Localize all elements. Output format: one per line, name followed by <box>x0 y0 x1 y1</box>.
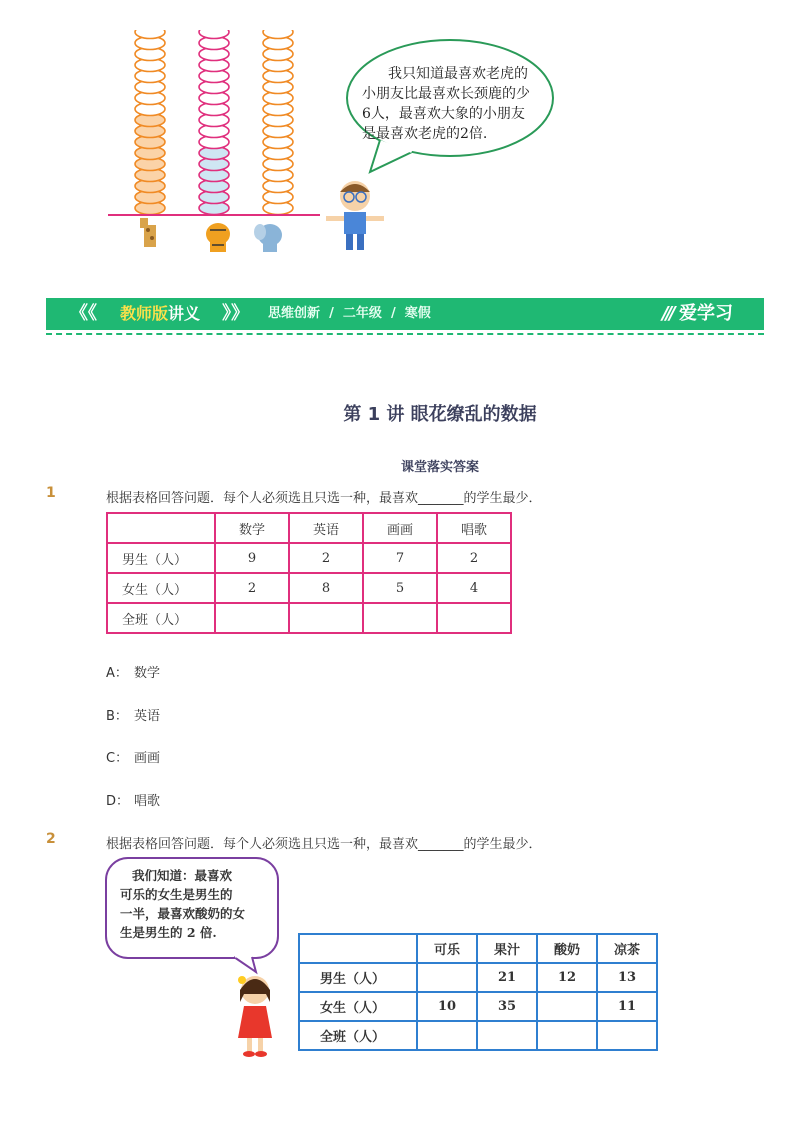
table-row <box>107 573 511 603</box>
question-text: 根据表格回答问题．每个人必须选且只选一种，最喜欢_______的学生最少． <box>106 837 542 852</box>
table-cell <box>537 1021 597 1050</box>
option-c[interactable]: C： 画画 <box>106 751 161 766</box>
ring <box>135 30 165 39</box>
table-row <box>299 1021 657 1050</box>
table-row <box>299 992 657 1021</box>
table-row <box>107 603 511 633</box>
table-cell: 可乐 <box>417 934 477 963</box>
table-cell: 数学 <box>215 513 289 543</box>
table-cell <box>215 603 289 633</box>
table-cell: 男生（人） <box>299 963 417 992</box>
section-subtitle: 课堂落实答案 <box>400 460 479 475</box>
table-cell: 全班（人） <box>299 1021 417 1050</box>
table-header-row <box>299 934 657 963</box>
question-text: 根据表格回答问题．每个人必须选且只选一种，最喜欢_______的学生最少． <box>106 491 542 506</box>
table-cell: 8 <box>289 573 363 603</box>
table-header-row <box>107 513 511 543</box>
table-cell: 2 <box>215 573 289 603</box>
table-cell: 21 <box>477 963 537 992</box>
question-number: 2 <box>46 831 56 847</box>
table-cell: 女生（人） <box>107 573 215 603</box>
table-cell: 11 <box>597 992 657 1021</box>
table-cell <box>417 963 477 992</box>
tiger-icon <box>206 223 230 252</box>
table-cell: 画画 <box>363 513 437 543</box>
giraffe-ring-stack <box>135 30 165 215</box>
table-cell: 酸奶 <box>537 934 597 963</box>
ring <box>199 30 229 39</box>
breadcrumb: 思维创新 / 二年级 / 寒假 <box>268 306 431 321</box>
table-cell <box>597 1021 657 1050</box>
table-cell: 全班（人） <box>107 603 215 633</box>
page-title: 第 1 讲 眼花缭乱的数据 <box>343 404 537 425</box>
table-cell <box>107 513 215 543</box>
ring <box>263 30 293 39</box>
giraffe-icon <box>140 218 156 247</box>
table-cell <box>289 603 363 633</box>
table-cell: 凉茶 <box>597 934 657 963</box>
table-cell: 35 <box>477 992 537 1021</box>
table-cell: 英语 <box>289 513 363 543</box>
table-cell: 唱歌 <box>437 513 511 543</box>
boy-figure <box>322 176 388 256</box>
header-left-chevrons: 《《 <box>70 303 97 324</box>
table-row <box>107 543 511 573</box>
table-cell: 9 <box>215 543 289 573</box>
table-row <box>299 963 657 992</box>
elephant-ring-stack <box>263 30 293 215</box>
q2-table <box>298 933 658 1051</box>
tiger-ring-stack <box>199 30 229 215</box>
header-tag: 教师版讲义 <box>120 304 201 323</box>
question-number: 1 <box>46 485 56 501</box>
brand-logo: /// 爱学习 <box>662 303 734 324</box>
elephant-icon <box>254 224 282 252</box>
table-cell <box>537 992 597 1021</box>
table-cell <box>299 934 417 963</box>
table-cell: 13 <box>597 963 657 992</box>
table-cell: 男生（人） <box>107 543 215 573</box>
table-cell: 10 <box>417 992 477 1021</box>
option-d[interactable]: D： 唱歌 <box>106 794 161 809</box>
table-cell <box>417 1021 477 1050</box>
table-cell: 7 <box>363 543 437 573</box>
ring-stacks-illustration <box>100 30 340 260</box>
table-cell <box>363 603 437 633</box>
girl-speech-text: 我们知道：最喜欢 可乐的女生是男生的 一半，最喜欢酸奶的女 生是男生的 2 倍. <box>120 868 246 940</box>
table-cell: 2 <box>289 543 363 573</box>
girl-figure <box>232 972 278 1060</box>
speech-bubble-text: 我只知道最喜欢老虎的 小朋友比最喜欢长颈鹿的少 6人，最喜欢大象的小朋友 是最喜欢老虎的2倍. <box>362 66 530 142</box>
table-cell: 果汁 <box>477 934 537 963</box>
table-cell: 4 <box>437 573 511 603</box>
table-cell <box>437 603 511 633</box>
table-cell: 女生（人） <box>299 992 417 1021</box>
header-right-chevrons: 》》 <box>222 303 249 324</box>
table-cell <box>477 1021 537 1050</box>
q1-table <box>106 512 512 634</box>
option-a[interactable]: A： 数学 <box>106 666 161 681</box>
option-b[interactable]: B： 英语 <box>106 709 161 724</box>
divider <box>46 333 764 335</box>
table-cell: 2 <box>437 543 511 573</box>
table-cell: 12 <box>537 963 597 992</box>
table-cell: 5 <box>363 573 437 603</box>
